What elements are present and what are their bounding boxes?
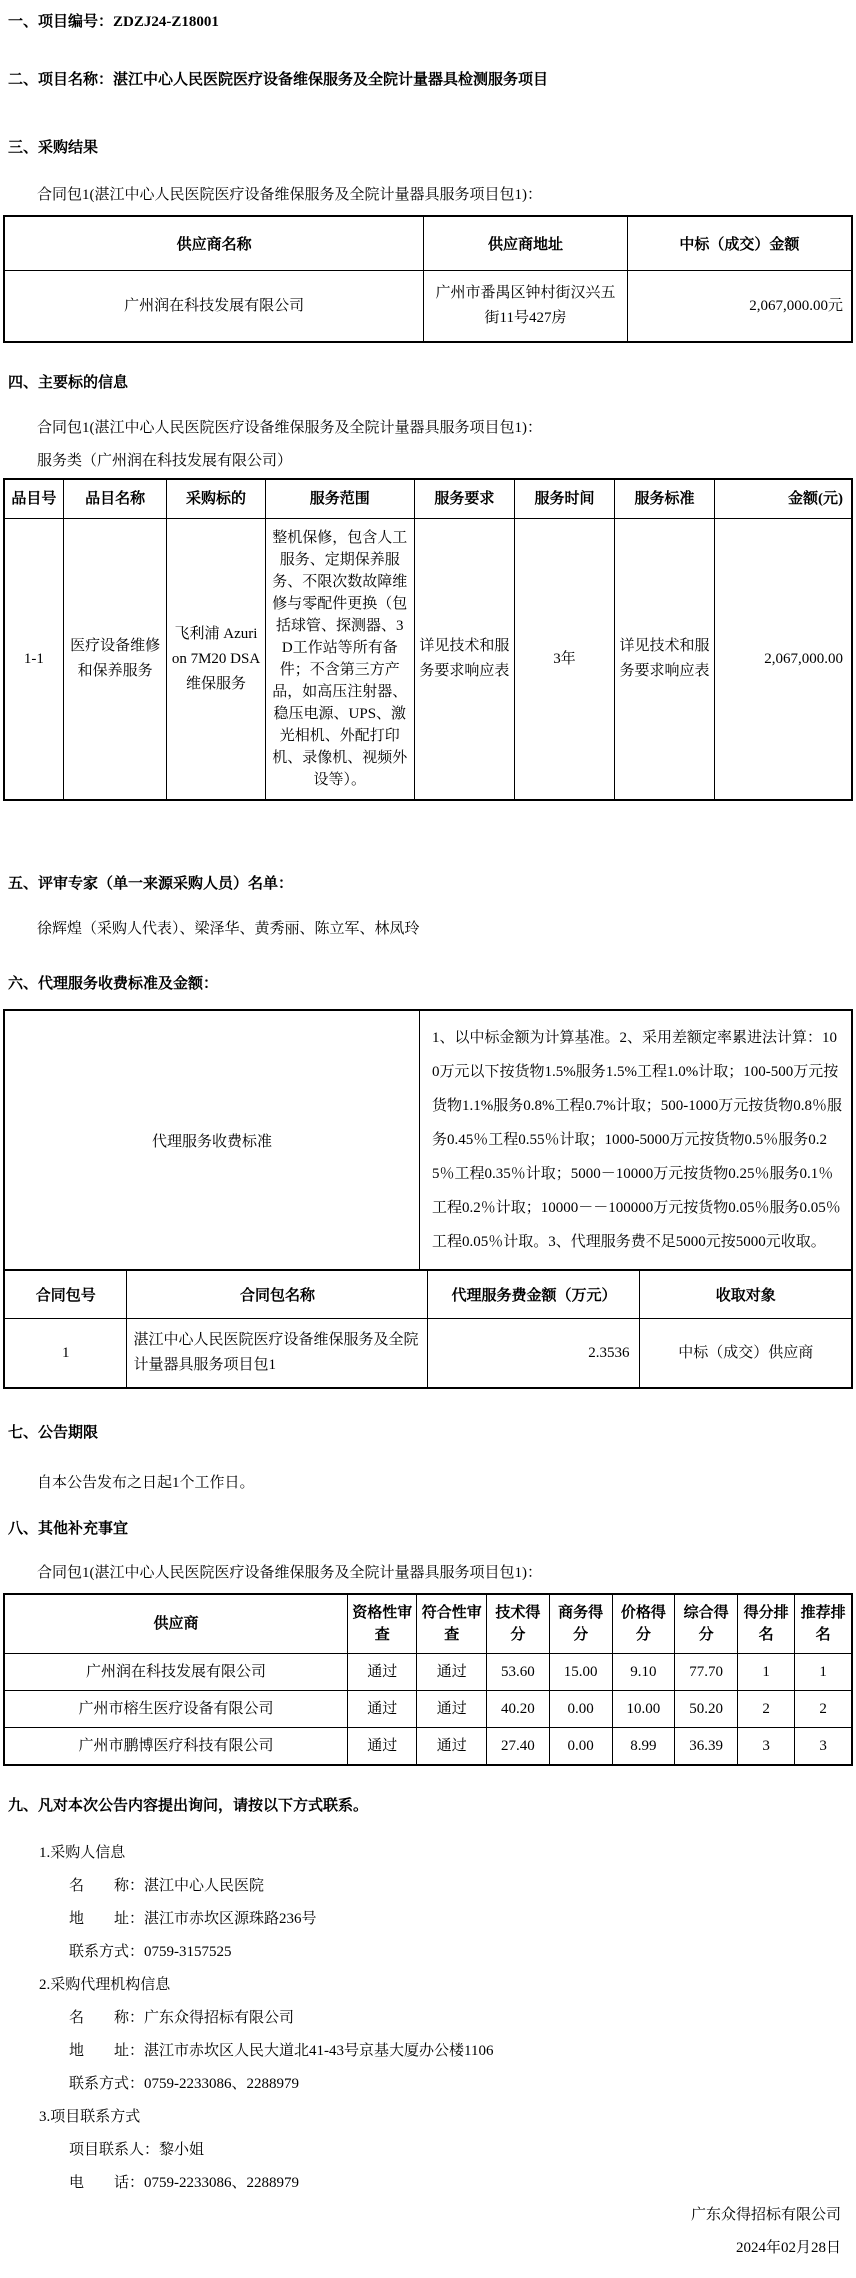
package-no-header: 合同包号 xyxy=(4,1270,127,1319)
scope-header: 服务范围 xyxy=(265,479,414,519)
agency-info-title: 2.采购代理机构信息 xyxy=(39,1977,171,1993)
technical-score-cell: 40.20 xyxy=(487,1691,550,1728)
item-no-cell: 1-1 xyxy=(4,519,63,801)
table-row xyxy=(4,519,852,801)
project-name-heading: 二、项目名称：湛江中心人民医院医疗设备维保服务及全院计量器具检测服务项目 xyxy=(8,72,549,88)
agency-name: 名 称：广东众得招标有限公司 xyxy=(69,2010,295,2026)
footer-company: 广东众得招标有限公司 xyxy=(690,2207,841,2223)
fee-amount-header: 代理服务费金额（万元） xyxy=(428,1270,640,1319)
project-number-heading: 一、项目编号：ZDZJ24-Z18001 xyxy=(8,14,219,30)
table-row xyxy=(4,1654,852,1691)
fee-payer-header: 收取对象 xyxy=(640,1270,852,1319)
price-score-cell: 10.00 xyxy=(612,1691,675,1728)
qualification-cell: 通过 xyxy=(347,1654,417,1691)
supplier-cell: 广州市榕生医疗设备有限公司 xyxy=(4,1691,347,1728)
item-no-header: 品目号 xyxy=(4,479,63,519)
total-score-cell: 36.39 xyxy=(675,1728,738,1766)
table-row xyxy=(4,1691,852,1728)
time-cell: 3年 xyxy=(514,519,614,801)
standard-header: 服务标准 xyxy=(615,479,715,519)
table-row xyxy=(4,1319,852,1389)
price-score-cell: 8.99 xyxy=(612,1728,675,1766)
package-no-cell: 1 xyxy=(4,1319,127,1389)
requirement-header: 服务要求 xyxy=(414,479,514,519)
purchaser-address: 地 址：湛江市赤坎区源珠路236号 xyxy=(69,1911,317,1927)
purchaser-info-title: 1.采购人信息 xyxy=(39,1845,126,1861)
supplier-name-header: 供应商名称 xyxy=(4,216,424,271)
supplier-address-cell: 广州市番禺区钟村街汉兴五街11号427房 xyxy=(424,271,628,343)
target-cell: 飞利浦 Azurion 7M20 DSA维保服务 xyxy=(167,519,265,801)
total-score-cell: 77.70 xyxy=(675,1654,738,1691)
item-name-header: 品目名称 xyxy=(63,479,166,519)
score-rank-cell: 3 xyxy=(738,1728,795,1766)
table-header-row xyxy=(4,479,852,519)
supplier-name-cell: 广州润在科技发展有限公司 xyxy=(4,271,424,343)
amount-header: 金额(元) xyxy=(715,479,852,519)
s4-package-intro: 合同包1(湛江中心人民医院医疗设备维保服务及全院计量器具服务项目包1)： xyxy=(37,420,542,436)
table-row xyxy=(4,1728,852,1766)
s8-package-intro: 合同包1(湛江中心人民医院医疗设备维保服务及全院计量器具服务项目包1)： xyxy=(37,1565,542,1581)
price-score-header: 价格得分 xyxy=(612,1594,675,1654)
conformity-cell: 通过 xyxy=(417,1691,487,1728)
main-subject-heading: 四、主要标的信息 xyxy=(8,375,129,391)
s3-package-intro: 合同包1(湛江中心人民医院医疗设备维保服务及全院计量器具服务项目包1)： xyxy=(37,187,542,203)
qualification-review-header: 资格性审查 xyxy=(347,1594,417,1654)
agency-contact: 联系方式：0759-2233086、2288979 xyxy=(69,2076,299,2092)
fee-standard-text-cell: 1、以中标金额为计算基准。2、采用差额定率累进法计算：100万元以下按货物1.5%服务1.5%工程1.0%计取；100-500万元按货物1.1%服务0.8%工程0.7%计取；500-1000万元按货物0.8％服务0.45％工程0.55％计取；1000-5000万元按货物0.5％服务0.25％工程0.35％计取；5000－10000万元按货物0.25％服务0.1％工程0.2％计取；10000－－100000万元按货物0.05％服务0.05％工程0.05％计取。3、代理服务费不足5000元按5000元收取。 xyxy=(420,1010,852,1270)
total-score-cell: 50.20 xyxy=(675,1691,738,1728)
agency-fee-amount-table xyxy=(3,1269,853,1389)
price-score-cell: 9.10 xyxy=(612,1654,675,1691)
technical-score-cell: 53.60 xyxy=(487,1654,550,1691)
project-contact-title: 3.项目联系方式 xyxy=(39,2109,141,2125)
purchaser-contact: 联系方式：0759-3157525 xyxy=(69,1944,232,1960)
table-header-row xyxy=(4,1594,852,1654)
target-header: 采购标的 xyxy=(167,479,265,519)
fee-payer-cell: 中标（成交）供应商 xyxy=(640,1319,852,1389)
project-contact-phone: 电 话：0759-2233086、2288979 xyxy=(69,2175,299,2191)
contact-heading: 九、凡对本次公告内容提出询问，请按以下方式联系。 xyxy=(8,1798,369,1814)
table-row xyxy=(4,271,852,343)
main-subject-table xyxy=(3,478,853,801)
procurement-result-heading: 三、采购结果 xyxy=(8,140,99,156)
supplementary-heading: 八、其他补充事宜 xyxy=(8,1521,129,1537)
score-rank-cell: 1 xyxy=(738,1654,795,1691)
evaluation-score-table xyxy=(3,1593,853,1766)
technical-score-header: 技术得分 xyxy=(487,1594,550,1654)
item-name-cell: 医疗设备维修和保养服务 xyxy=(63,519,166,801)
requirement-cell: 详见技术和服务要求响应表 xyxy=(414,519,514,801)
recommend-rank-cell: 1 xyxy=(795,1654,852,1691)
conformity-cell: 通过 xyxy=(417,1728,487,1766)
package-name-cell: 湛江中心人民医院医疗设备维保服务及全院计量器具服务项目包1 xyxy=(127,1319,428,1389)
procurement-result-table xyxy=(3,215,853,343)
package-name-header: 合同包名称 xyxy=(127,1270,428,1319)
total-score-header: 综合得分 xyxy=(675,1594,738,1654)
award-amount-cell: 2,067,000.00元 xyxy=(627,271,852,343)
supplier-header: 供应商 xyxy=(4,1594,347,1654)
qualification-cell: 通过 xyxy=(347,1691,417,1728)
agency-fee-heading: 六、代理服务收费标准及金额： xyxy=(8,976,219,992)
experts-names: 徐辉煌（采购人代表）、梁泽华、黄秀丽、陈立军、林凤玲 xyxy=(37,921,420,937)
recommend-rank-cell: 3 xyxy=(795,1728,852,1766)
footer-date: 2024年02月28日 xyxy=(735,2240,841,2256)
business-score-cell: 0.00 xyxy=(549,1728,612,1766)
score-rank-header: 得分排名 xyxy=(738,1594,795,1654)
agency-address: 地 址：湛江市赤坎区人民大道北41-43号京基大厦办公楼1106 xyxy=(69,2043,494,2059)
conformity-cell: 通过 xyxy=(417,1654,487,1691)
business-score-cell: 0.00 xyxy=(549,1691,612,1728)
qualification-cell: 通过 xyxy=(347,1728,417,1766)
recommend-rank-cell: 2 xyxy=(795,1691,852,1728)
purchaser-name: 名 称：湛江中心人民医院 xyxy=(69,1878,265,1894)
conformity-review-header: 符合性审查 xyxy=(417,1594,487,1654)
table-header-row xyxy=(4,1270,852,1319)
time-header: 服务时间 xyxy=(514,479,614,519)
experts-heading: 五、评审专家（单一来源采购人员）名单： xyxy=(8,876,294,892)
supplier-cell: 广州润在科技发展有限公司 xyxy=(4,1654,347,1691)
business-score-header: 商务得分 xyxy=(549,1594,612,1654)
table-header-row xyxy=(4,216,852,271)
announcement-period-heading: 七、公告期限 xyxy=(8,1425,99,1441)
score-rank-cell: 2 xyxy=(738,1691,795,1728)
standard-cell: 详见技术和服务要求响应表 xyxy=(615,519,715,801)
fee-standard-label-cell: 代理服务收费标准 xyxy=(4,1010,420,1270)
recommend-rank-header: 推荐排名 xyxy=(795,1594,852,1654)
agency-fee-standard-table xyxy=(3,1009,853,1271)
amount-cell: 2,067,000.00 xyxy=(715,519,852,801)
supplier-address-header: 供应商地址 xyxy=(424,216,628,271)
s4-service-class-line: 服务类（广州润在科技发展有限公司） xyxy=(37,453,293,469)
supplier-cell: 广州市鹏博医疗科技有限公司 xyxy=(4,1728,347,1766)
project-contact-person: 项目联系人：黎小姐 xyxy=(69,2142,205,2158)
award-amount-header: 中标（成交）金额 xyxy=(627,216,852,271)
table-row xyxy=(4,1010,852,1270)
scope-cell: 整机保修，包含人工服务、定期保养服务、不限次数故障维修与零配件更换（包括球管、探测器、3D工作站等所有备件；不含第三方产品，如高压注射器、稳压电源、UPS、激光相机、外配打印机、录像机、视频外设等）。 xyxy=(265,519,414,801)
fee-amount-cell: 2.3536 xyxy=(428,1319,640,1389)
technical-score-cell: 27.40 xyxy=(487,1728,550,1766)
announcement-period-text: 自本公告发布之日起1个工作日。 xyxy=(37,1475,255,1491)
business-score-cell: 15.00 xyxy=(549,1654,612,1691)
